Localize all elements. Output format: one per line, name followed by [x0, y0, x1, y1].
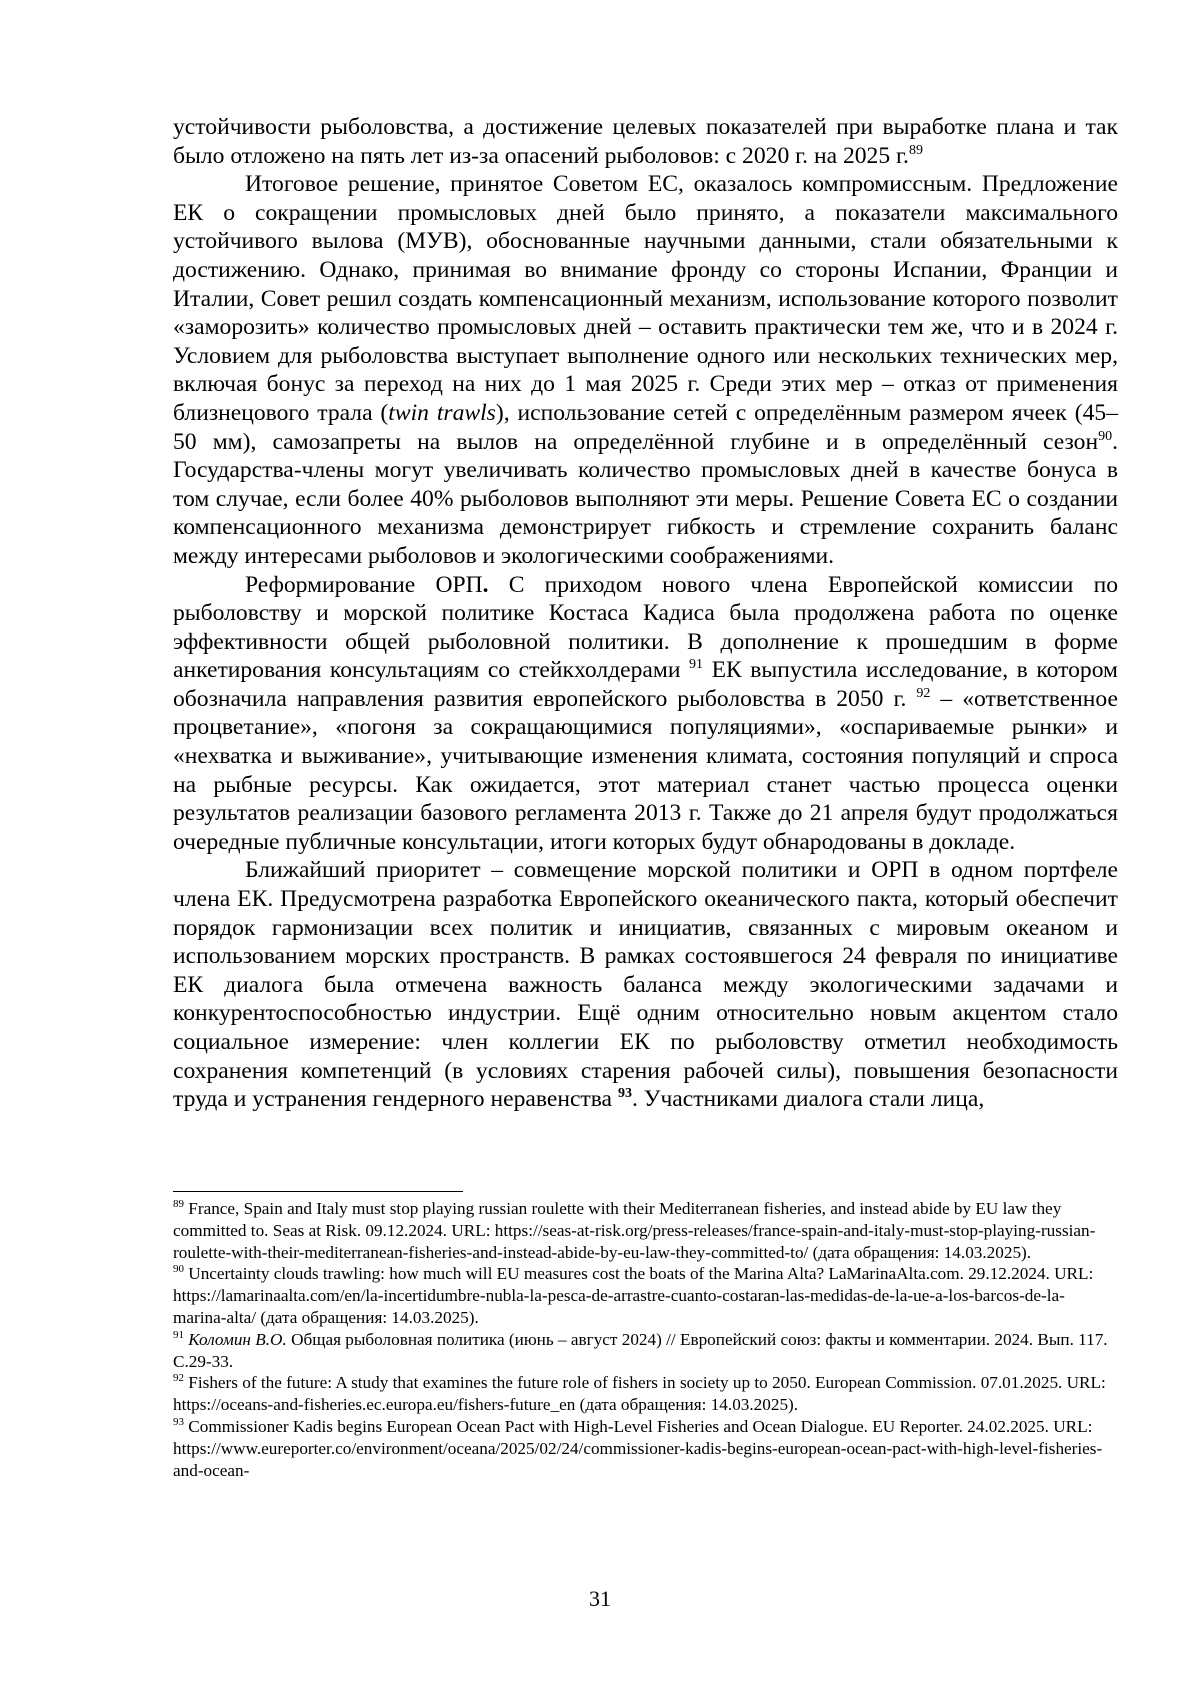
footnote-ref-89[interactable]: 89 — [908, 142, 923, 158]
footnote-93: $^{93}$ Commissioner Kadis begins European Ocean Pact with High-Level Fisheries and Ocean Dialogue. EU Reporter. 24.02.2025. URL: https://www.eureporter.co/environment/oceana/2025/02/24/commissioner-kadis-begins-european-ocean-pact-with-high-level-fisheries-and-ocean- — [173, 1415, 1103, 1480]
footnote-ref-90[interactable]: 90 — [1098, 428, 1113, 444]
footnote-ref-92[interactable]: 92 — [916, 685, 931, 701]
footnotes — [173, 1198, 1118, 1481]
footnote-author: Коломин В.О. — [188, 1329, 287, 1349]
paragraph-4: Ближайший приоритет – совмещение морской политики и ОРП в одном портфеле члена ЕК. Предусмотрена разработка Европейского океанического пакта, который обеспечит порядок гармонизации всех политик и инициатив, связанных с мировым океаном и использованием морских пространств. В рамках состоявшегося 24 февраля по инициативе ЕК диалога была отмечена важность баланса между экологическими задачами и конкурентоспособностью индустрии. Ещё одним относительно новым акцентом стало социальное измерение: член коллегии ЕК по рыболовству отметил необходимость сохранения компетенций (в условиях старения рабочей силы), повышения безопасности труда и устранения гендерного неравенства $^{93}$. Участниками диалога стали лица, — [173, 857, 1118, 1113]
footnote-90: $^{90}$ Uncertainty clouds trawling: how much will EU measures cost the boats of the Marina Alta? LaMarinaAlta.com. 29.12.2024. URL: https://lamarinaalta.com/en/la-incertidumbre-nubla-la-pesca-de-arrastre-cuanto-costaran-las-medidas-de-la-ue-a-los-barcos-de-la-marina-alta/ (дата обращения: 14.03.2025). — [173, 1263, 1094, 1327]
footnote-91: $^{91}$ Коломин В.О. Общая рыболовная политика (июнь – август 2024) // Европейский союз: факты и комментарии. 2024. Вып. 117. С.29-33. — [173, 1328, 1108, 1371]
paragraph-2: Итоговое решение, принятое Советом ЕС, оказалось компромиссным. Предложение ЕК о сокращении промысловых дней было принято, а показатели максимального устойчивого вылова (МУВ), обоснованные научными данными, стали обязательными к достижению. Однако, принимая во внимание фронду со стороны Испании, Франции и Италии, Совет решил создать компенсационный механизм, использование которого позволит «заморозить» количество промысловых дней – оставить практически тем же, что и в 2024 г. Условием для рыболовства выступает выполнение одного или нескольких технических мер, включая бонус за переход на них до 1 мая 2025 г. Среди этих мер – отказ от применения близнецового трала (twin trawls), использование сетей с определённым размером ячеек (45–50 мм), самозапреты на вылов на определённой глубине и в определённый сезон$^{90}$. Государства-члены могут увеличивать количество промысловых дней в качестве бонуса в том случае, если более 40% рыболовов выполняют эти меры. Решение Совета ЕС о создании компенсационного механизма демонстрирует гибкость и стремление сохранить баланс между интересами рыболовов и экологическими соображениями. — [173, 171, 1118, 569]
page-number: 31 — [589, 1586, 611, 1611]
main-text — [173, 113, 1118, 1114]
paragraph-3: Реформирование ОРП. С приходом нового члена Европейской комиссии по рыболовству и морской политике Костаса Кадиса была продолжена работа по оценке эффективности общей рыболовной политики. В дополнение к прошедшим в форме анкетирования консультациям со стейкхолдерами $^{91}$ ЕК выпустила исследование, в котором обозначила направления развития европейского рыболовства в 2050 г. $^{92}$ – «ответственное процветание», «погоня за сокращающимися популяциями», «оспариваемые рынки» и «нехватка и выживание», учитывающие изменения климата, состояния популяций и спроса на рыбные ресурсы. Как ожидается, этот материал станет частью процесса оценки результатов реализации базового регламента 2013 г. Также до 21 апреля будут продолжаться очередные публичные консультации, итоги которых будут обнародованы в докладе. — [173, 571, 1118, 855]
section-lead: Реформирование ОРП — [245, 571, 483, 598]
italic-term: twin trawls — [388, 399, 496, 426]
footnote-divider — [173, 1191, 463, 1192]
footnote-92: $^{92}$ Fishers of the future: A study that examines the future role of fishers in society up to 2050. European Commission. 07.01.2025. URL: https://oceans-and-fisheries.ec.europa.eu/fishers-future_en (дата обращения: 14.03.2025). — [173, 1372, 1106, 1415]
paragraph-1: устойчивости рыболовства, а достижение целевых показателей при выработке плана и так было отложено на пять лет из-за опасений рыболовов: с 2020 г. на 2025 г.$^{89}$ — [173, 114, 1118, 169]
footnote-ref-91[interactable]: 91 — [689, 657, 704, 673]
footnote-ref-93[interactable]: 93 — [617, 1086, 632, 1102]
footnote-89: $^{89}$ France, Spain and Italy must stop playing russian roulette with their Mediterranean fisheries, and instead abide by EU law they committed to. Seas at Risk. 09.12.2024. URL: https://seas-at-risk.org/press-releases/france-spain-and-italy-must-stop-playing-russian-roulette-with-their-mediterranean-fisheries-and-instead-abide-by-eu-law-they-committed-to/ (дата обращения: 14.03.2025). — [173, 1198, 1096, 1262]
